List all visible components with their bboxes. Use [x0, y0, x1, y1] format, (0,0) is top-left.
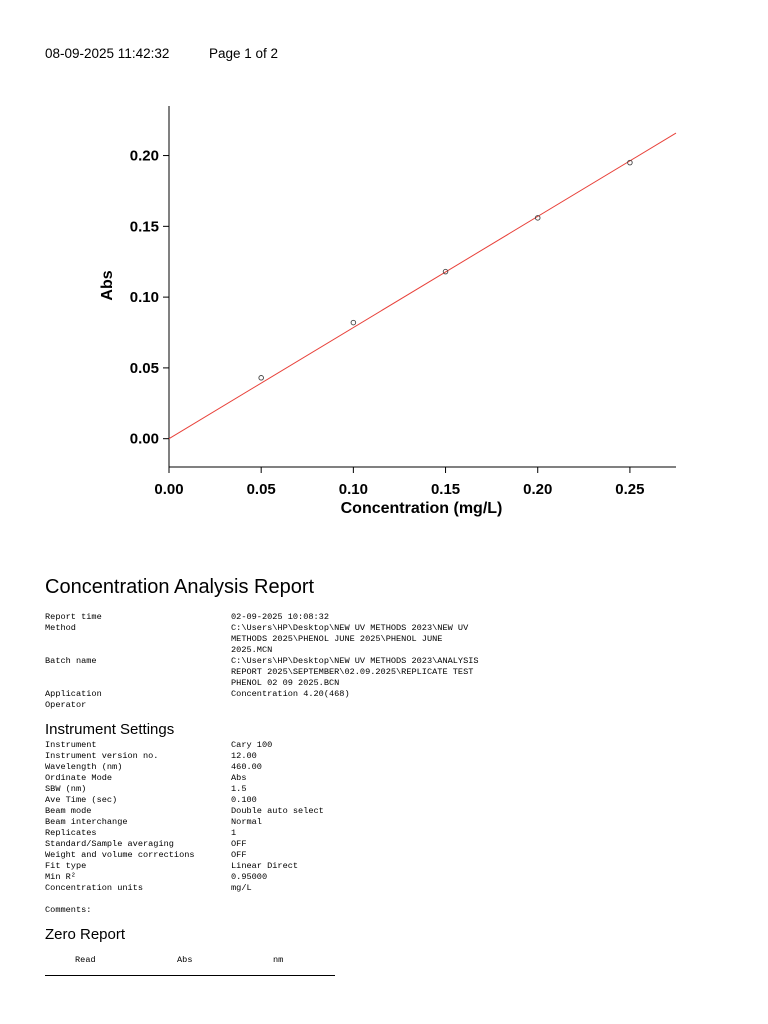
setting-key: Concentration units [45, 883, 143, 893]
setting-row [45, 784, 745, 795]
zero-report-rule [45, 975, 335, 976]
setting-row [45, 700, 745, 711]
setting-row [45, 623, 745, 656]
setting-row [45, 883, 745, 894]
setting-row [45, 839, 745, 850]
setting-row [45, 762, 745, 773]
zero-report-title: Zero Report [45, 926, 126, 943]
setting-key: Standard/Sample averaging [45, 839, 174, 849]
x-axis-title: Concentration (mg/L) [340, 500, 503, 517]
setting-key: Method [45, 623, 76, 633]
setting-key: Beam interchange [45, 817, 128, 827]
setting-key: Report time [45, 612, 102, 622]
y-tick-label: 0.15 [129, 218, 159, 236]
setting-key: Operator [45, 700, 87, 710]
setting-row [45, 817, 745, 828]
y-tick-label: 0.00 [129, 430, 159, 448]
setting-value: Normal [231, 817, 262, 827]
setting-value: 0.95000 [231, 872, 268, 882]
setting-value: 02-09-2025 10:08:32 [231, 612, 329, 622]
setting-key: Weight and volume corrections [45, 850, 195, 860]
setting-row [45, 751, 745, 762]
report-title: Concentration Analysis Report [45, 576, 315, 598]
instrument-settings-title: Instrument Settings [45, 721, 175, 738]
setting-value: Double auto select [231, 806, 324, 816]
y-tick-label: 0.05 [129, 359, 159, 377]
setting-value: C:\Users\HP\Desktop\NEW UV METHODS 2023\NEW UV METHODS 2025\PHENOL JUNE 2025\PHENOL JUNE 2025.MCN [231, 623, 469, 655]
instrument-settings-table [45, 740, 745, 894]
x-tick-label: 0.15 [430, 481, 461, 498]
setting-value: 460.00 [231, 762, 262, 772]
setting-row [45, 861, 745, 872]
setting-value: 1.5 [231, 784, 247, 794]
setting-row [45, 689, 745, 700]
y-tick-label: 0.10 [129, 289, 159, 307]
setting-value: OFF [231, 839, 247, 849]
setting-key: Instrument [45, 740, 97, 750]
print-datetime: 08-09-2025 11:42:32 [45, 46, 170, 61]
report-info-table [45, 612, 745, 711]
x-tick-label: 0.05 [246, 481, 276, 498]
x-tick-label: 0.00 [154, 481, 184, 498]
y-tick-label: 0.20 [129, 147, 159, 165]
setting-row [45, 850, 745, 861]
setting-key: Batch name [45, 656, 97, 666]
setting-value: Concentration 4.20(468) [231, 689, 350, 699]
setting-value: 12.00 [231, 751, 257, 761]
setting-value: mg/L [231, 883, 252, 893]
comments-label: Comments: [45, 905, 92, 915]
setting-key: Replicates [45, 828, 97, 838]
setting-row [45, 872, 745, 883]
setting-value: 1 [231, 828, 237, 838]
y-axis-title: Abs [99, 270, 116, 301]
setting-value: 0.100 [231, 795, 257, 805]
setting-key: Ave Time (sec) [45, 795, 118, 805]
page-number: Page 1 of 2 [209, 46, 279, 61]
setting-row [45, 773, 745, 784]
zero-col-nm: nm [273, 955, 284, 965]
fit-line [169, 133, 676, 439]
setting-row [45, 828, 745, 839]
setting-key: Application [45, 689, 102, 699]
setting-key: Beam mode [45, 806, 92, 816]
zero-col-read: Read [75, 955, 96, 965]
setting-key: Fit type [45, 861, 87, 871]
x-tick-label: 0.10 [338, 481, 368, 498]
setting-value: OFF [231, 850, 247, 860]
setting-row [45, 795, 745, 806]
setting-row [45, 740, 745, 751]
setting-value: Cary 100 [231, 740, 273, 750]
zero-col-abs: Abs [177, 955, 193, 965]
setting-key: Instrument version no. [45, 751, 159, 761]
setting-value: Abs [231, 773, 247, 783]
setting-row [45, 612, 745, 623]
data-point [351, 320, 356, 325]
setting-value: Linear Direct [231, 861, 299, 871]
setting-row [45, 806, 745, 817]
data-point [259, 376, 264, 381]
setting-key: Min R² [45, 872, 76, 882]
x-tick-label: 0.25 [615, 481, 645, 498]
setting-row [45, 656, 745, 689]
setting-value: C:\Users\HP\Desktop\NEW UV METHODS 2023\ANALYSIS REPORT 2025\SEPTEMBER\02.09.2025\REPLICATE TEST PHENOL 02 09 2025.BCN [231, 656, 479, 688]
setting-value [231, 700, 531, 711]
setting-key: Ordinate Mode [45, 773, 113, 783]
x-tick-label: 0.20 [523, 481, 553, 498]
setting-key: Wavelength (nm) [45, 762, 123, 772]
setting-key: SBW (nm) [45, 784, 87, 794]
